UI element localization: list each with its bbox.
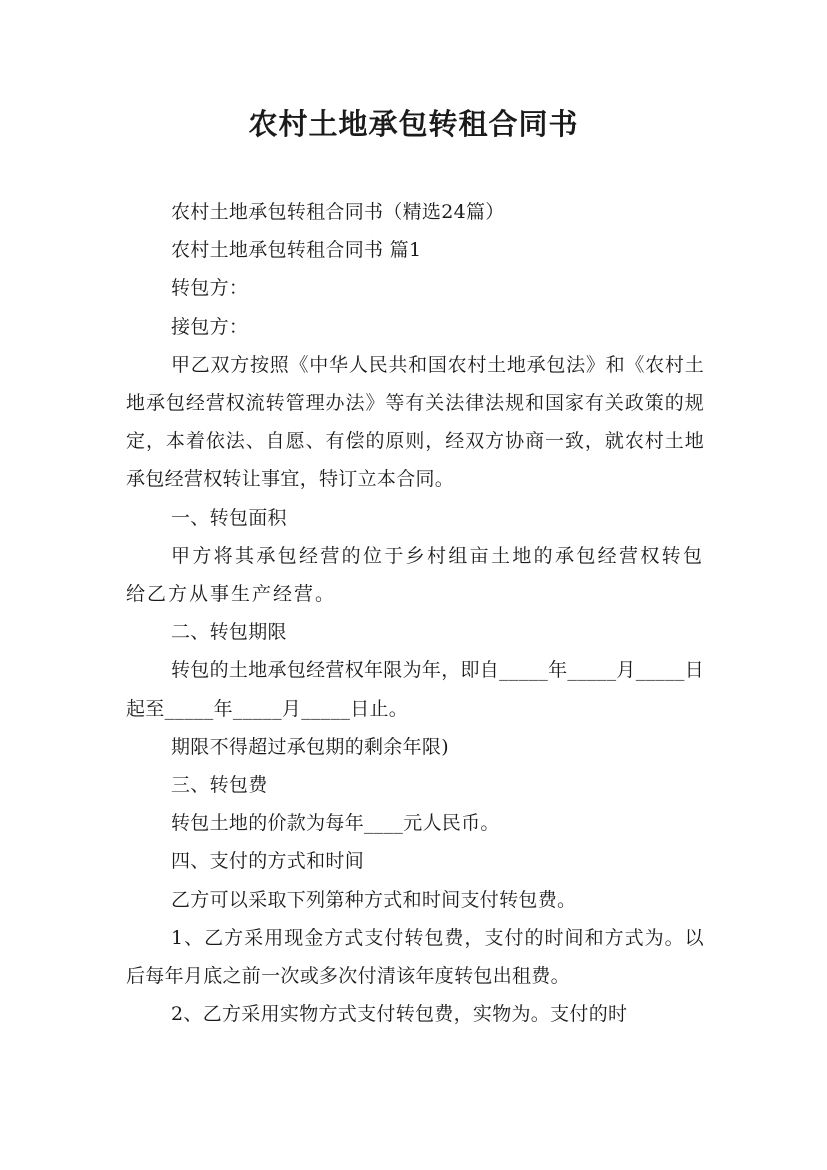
clause-heading-fee: 三、转包费: [171, 774, 268, 797]
document-title: 农村土地承包转租合同书: [248, 107, 579, 141]
clause-fee-text: 转包土地的价款为每年____元人民币。: [171, 812, 500, 835]
section-heading: 农村土地承包转租合同书 篇1: [171, 239, 422, 262]
document-body: [126, 193, 704, 1033]
clause-heading-payment: 四、支付的方式和时间: [171, 850, 365, 873]
clause-heading-area: 一、转包面积: [171, 506, 287, 529]
clause-payment-item-2: 2、乙方采用实物方式支付转包费，实物为。支付的时: [171, 1003, 628, 1026]
clause-heading-term: 二、转包期限: [171, 621, 287, 644]
party-b-line: 接包方：: [171, 315, 249, 338]
clause-area-text: 甲方将其承包经营的位于乡村组亩土地的承包经营权转包给乙方从事生产经营。: [126, 544, 704, 606]
preamble-paragraph: 甲乙双方按照《中华人民共和国农村土地承包法》和《农村土地承包经营权流转管理办法》等有关法律法规和国家有关政策的规定，本着依法、自愿、有偿的原则，经双方协商一致，就农村土地承包经营权转让事宜，特订立本合同。: [126, 353, 704, 491]
subtitle-line: 农村土地承包转租合同书（精选24篇）: [171, 201, 505, 223]
clause-term-text: 转包的土地承包经营权年限为年，即自_____年_____月_____日起至_____年_____月_____日止。: [126, 659, 705, 720]
party-a-line: 转包方：: [171, 277, 249, 300]
clause-term-note: 期限不得超过承包期的剩余年限): [171, 735, 449, 758]
clause-payment-item-1: 1、乙方采用现金方式支付转包费，支付的时间和方式为。以后每年月底之前一次或多次付清该年度转包出租费。: [126, 926, 704, 988]
clause-payment-intro: 乙方可以采取下列第种方式和时间支付转包费。: [171, 888, 577, 911]
